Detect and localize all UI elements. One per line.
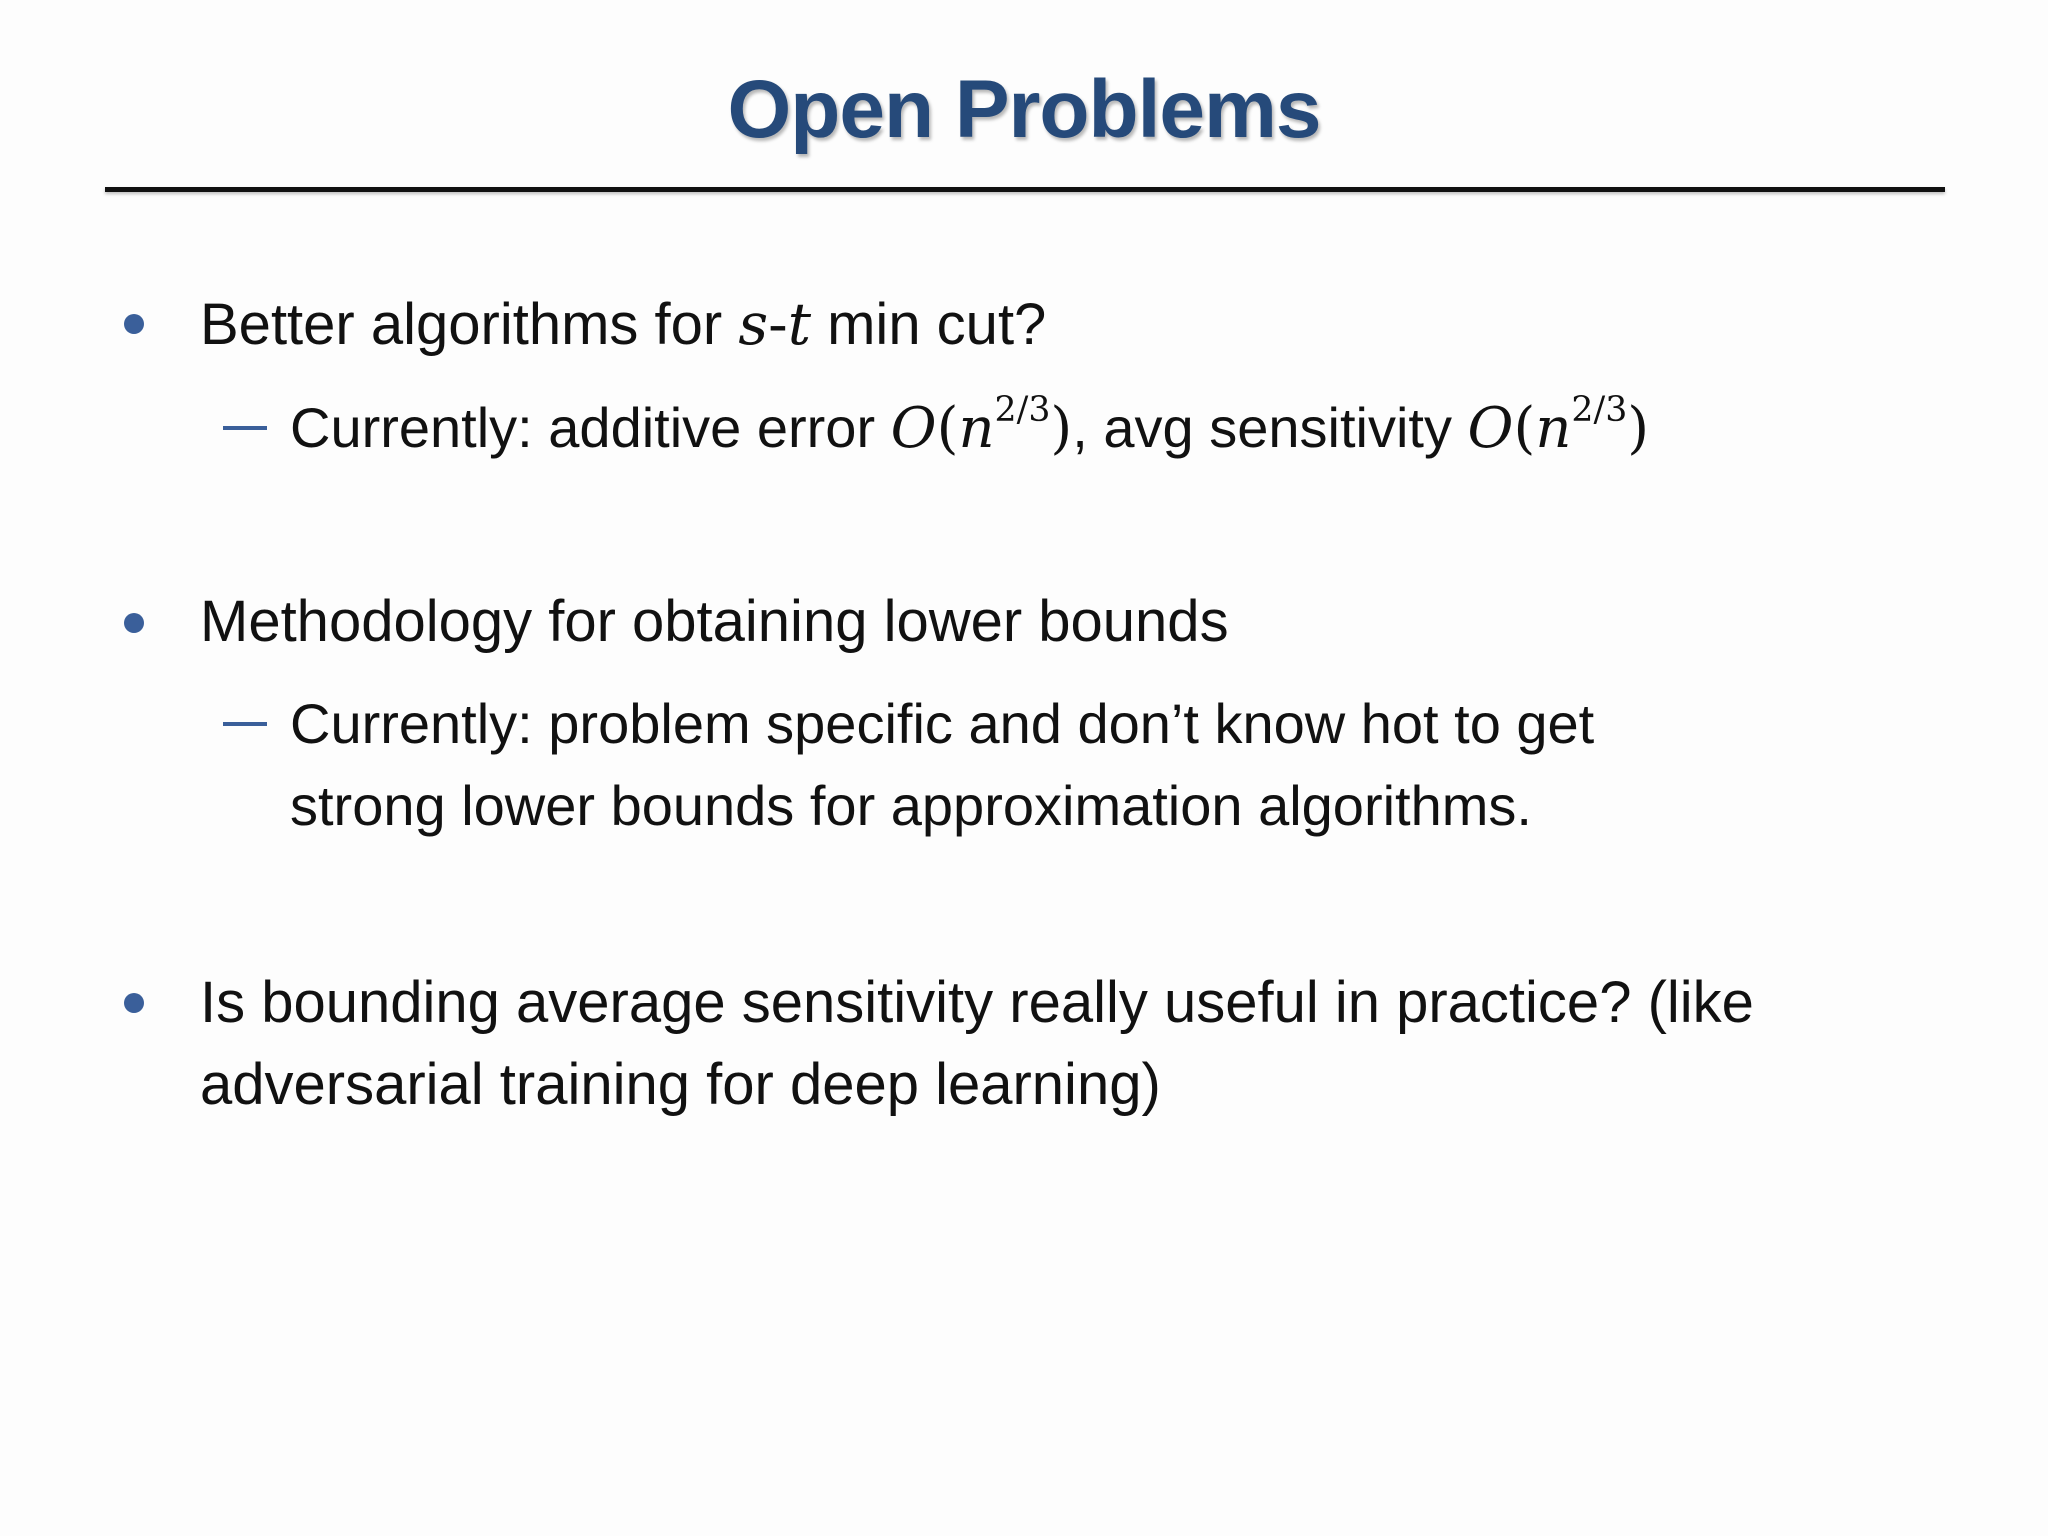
bullet-1-sub-text <box>290 387 1950 470</box>
expr2-exponent: 2/3 <box>1571 389 1628 430</box>
expr2-n: n <box>1535 396 1572 461</box>
bullet-2-text: Methodology for obtaining lower bounds <box>200 589 1229 654</box>
expr1-open-paren: ( <box>936 396 959 461</box>
bullet-2-dot <box>124 613 144 633</box>
expr2-close-paren: ) <box>1627 396 1650 461</box>
expr2-open-paren: ( <box>1513 396 1536 461</box>
bullet-1-dot <box>124 314 144 334</box>
title-divider <box>105 187 1945 192</box>
bullet-1-text-before: Better algorithms for <box>200 292 739 357</box>
bullet-3-line-2: adversarial training for deep learning) <box>200 1052 1161 1117</box>
bullet-2-sub-line-2: strong lower bounds for approximation algorithms. <box>290 774 1532 837</box>
bullet-1-text-after: min cut? <box>811 292 1047 357</box>
expr2-O: O <box>1467 396 1514 461</box>
bullet-1-sub-prefix: Currently: additive error <box>290 396 891 459</box>
bullet-2-sub-dash <box>223 722 267 726</box>
math-hyphen: - <box>768 290 788 358</box>
expr1-n: n <box>958 396 995 461</box>
bullet-1-text <box>200 283 1920 366</box>
bullet-3-line-1: Is bounding average sensitivity really useful in practice? (like <box>200 970 1754 1035</box>
expr1-close-paren: ) <box>1050 396 1073 461</box>
expr1-O: O <box>890 396 937 461</box>
math-s: s <box>738 290 769 358</box>
expr1-exponent: 2/3 <box>994 389 1051 430</box>
bullet-2-sub-line-1: Currently: problem specific and don’t know hot to get <box>290 692 1595 755</box>
bullet-1-sub-middle: , avg sensitivity <box>1072 396 1468 459</box>
bullet-1-sub-dash <box>223 426 267 430</box>
math-t: t <box>787 290 811 358</box>
slide-title: Open Problems <box>727 64 1321 155</box>
bullet-3-dot <box>124 993 144 1013</box>
